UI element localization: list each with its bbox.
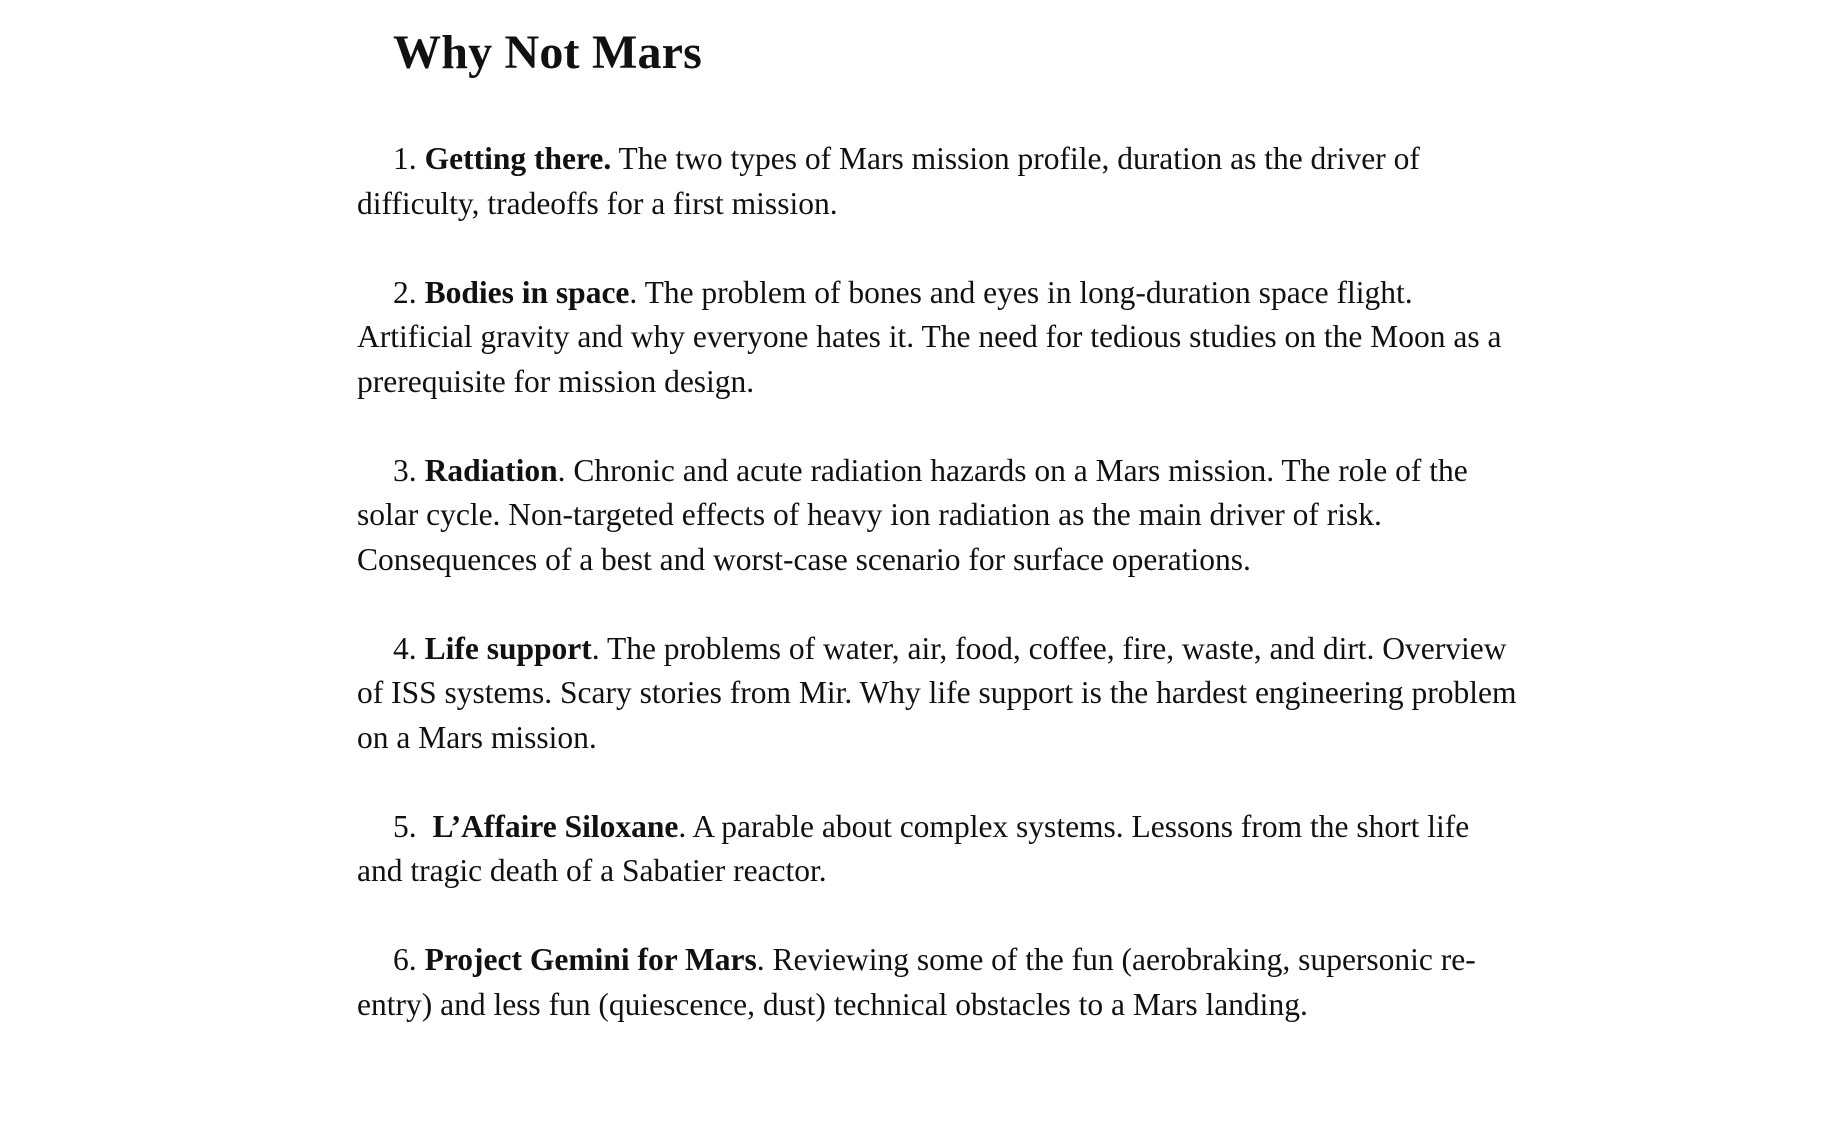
list-item	[357, 271, 1517, 405]
item-heading: L’Affaire Siloxane	[432, 808, 679, 844]
item-body: . A parable about complex systems. Lessons from the short life and tragic death of a Sabatier reactor.	[357, 808, 1470, 888]
item-heading: Radiation	[424, 452, 558, 488]
item-body: . Reviewing some of the fun (aerobraking, supersonic re-entry) and less fun (quiescence, dust) technical obstacles to a Mars landing.	[357, 942, 1476, 1022]
item-number: 4.	[393, 630, 417, 666]
document	[357, 20, 1517, 1072]
item-number: 2.	[393, 274, 417, 310]
item-body: . The problems of water, air, food, coffee, fire, waste, and dirt. Overview of ISS systems. Scary stories from Mir. Why life support is the hardest engineering problem on a Mars mission.	[357, 630, 1517, 755]
item-number: 3.	[393, 452, 417, 488]
list-item	[357, 805, 1517, 894]
item-number: 6.	[393, 942, 417, 977]
item-list	[357, 137, 1517, 1027]
item-body: . The problem of bones and eyes in long-duration space flight. Artificial gravity and why everyone hates it. The need for tedious studies on the Moon as a prerequisite for mission design.	[357, 274, 1502, 399]
item-number: 5.	[393, 808, 425, 844]
item-heading: Life support	[424, 630, 592, 666]
document-title: Why Not Mars	[393, 26, 703, 79]
item-body: The two types of Mars mission profile, duration as the driver of difficulty, tradeoffs for a first mission.	[357, 141, 1420, 221]
item-heading: Bodies in space	[424, 274, 630, 310]
item-body: . Chronic and acute radiation hazards on a Mars mission. The role of the solar cycle. Non-targeted effects of heavy ion radiation as the main driver of risk. Consequences of a best and worst-case scenario for surface operations.	[357, 452, 1468, 577]
item-heading: Getting there.	[424, 141, 612, 176]
list-item	[357, 449, 1517, 583]
list-item	[357, 137, 1517, 226]
list-item	[357, 938, 1517, 1027]
item-number: 1.	[393, 141, 417, 176]
item-heading: Project Gemini for Mars	[424, 942, 757, 977]
list-item	[357, 627, 1517, 761]
